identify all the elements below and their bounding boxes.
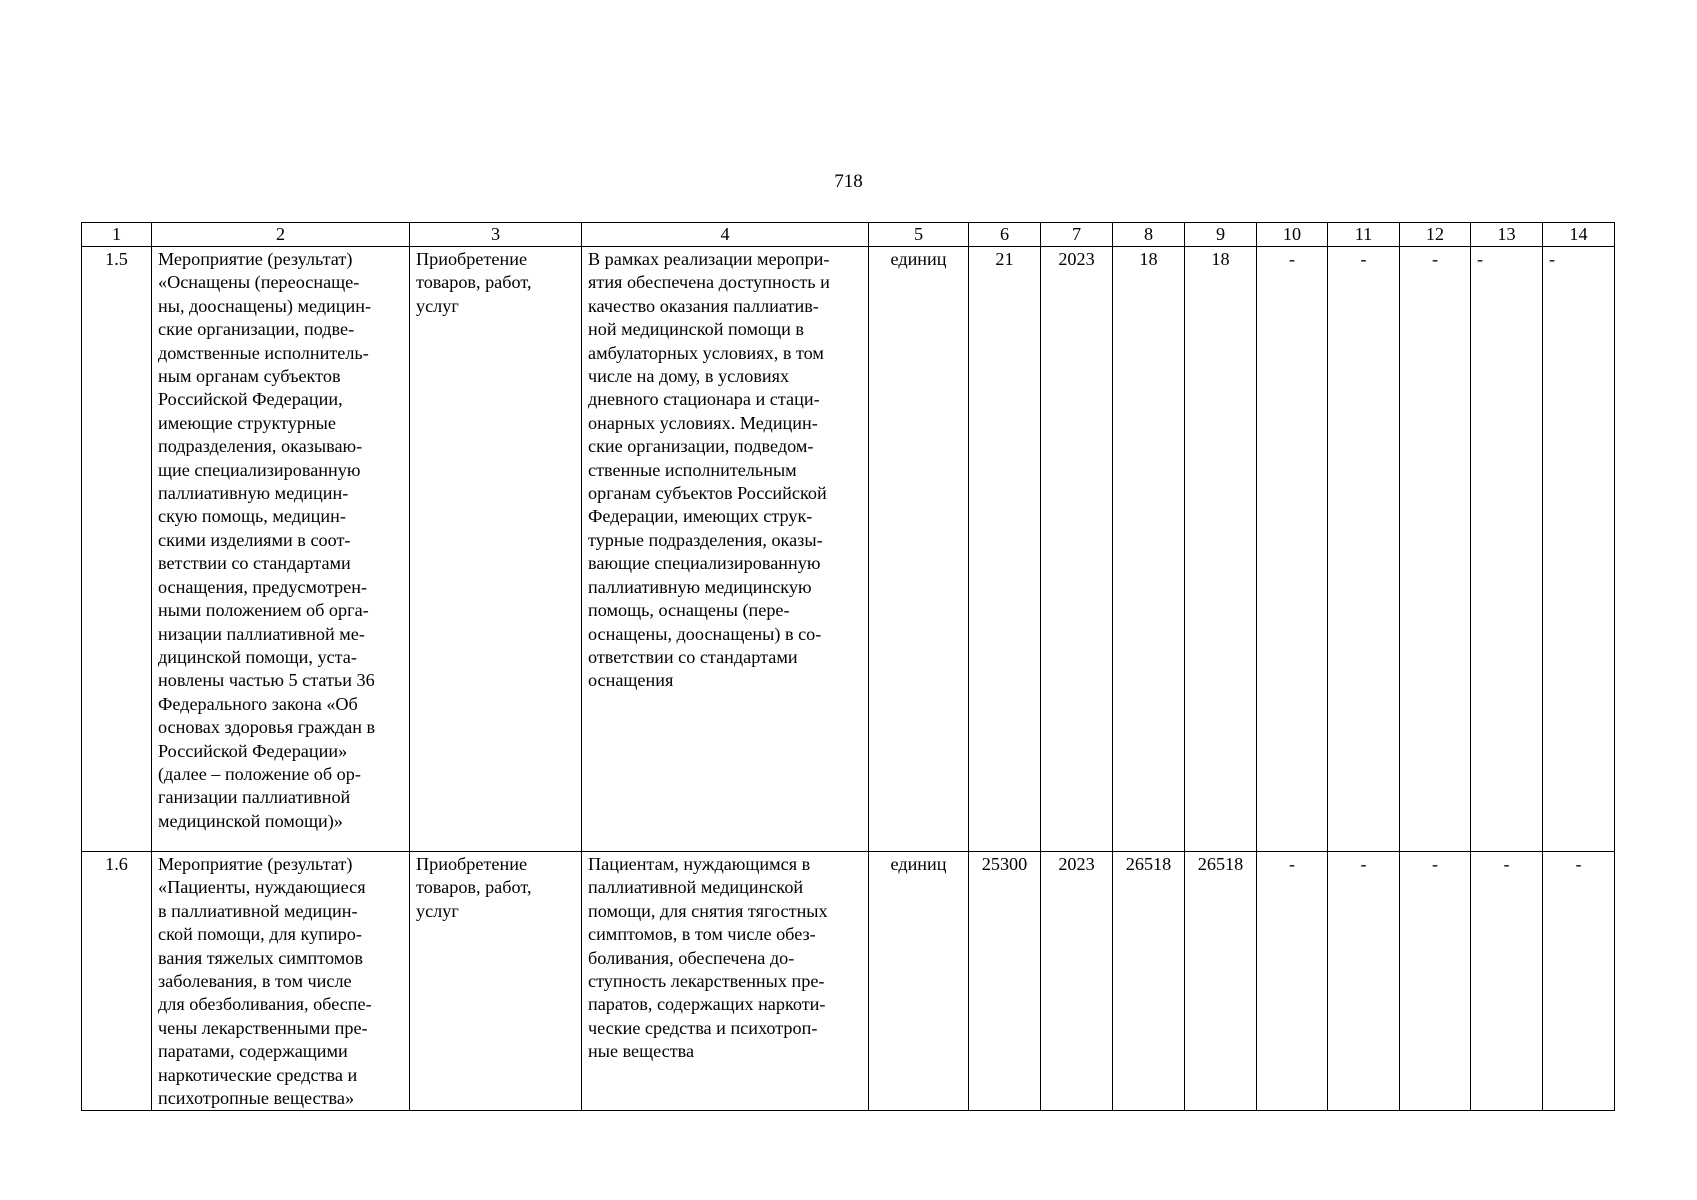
measure-description: В рамках реализации меропри- ятия обеспечена доступность и качество оказания паллиатив- ной медицинской помощи в амбулаторных условиях, в том числе на дому, в условиях дневного стационара и стаци- онарных условиях. Медицин- ские организации, подведом- ственные исполнительным органам субъектов Российской Федерации, имеющих струк- турные подразделения, оказы- вающие специализированную паллиативную медицинскую помощь, оснащены (пере- оснащены, дооснащены) в со- ответствии со стандартами оснащения	[582, 247, 869, 852]
value-cell: -	[1400, 852, 1471, 1111]
column-number: 13	[1471, 223, 1543, 247]
value-cell: -	[1471, 247, 1543, 852]
column-number-row	[82, 223, 1615, 247]
year-cell: 2023	[1041, 852, 1113, 1111]
column-number: 11	[1328, 223, 1400, 247]
measure-type: Приобретение товаров, работ, услуг	[410, 247, 582, 852]
value-cell: 25300	[969, 852, 1041, 1111]
column-number: 2	[152, 223, 410, 247]
year-cell: 2023	[1041, 247, 1113, 852]
column-number: 1	[82, 223, 152, 247]
unit: единиц	[869, 852, 969, 1111]
column-number: 10	[1257, 223, 1328, 247]
measures-table	[81, 222, 1615, 1111]
row-number: 1.5	[82, 247, 152, 852]
value-cell: -	[1328, 247, 1400, 852]
column-number: 12	[1400, 223, 1471, 247]
measure-name: Мероприятие (результат) «Оснащены (переоснаще- ны, дооснащены) медицин- ские организации, подве- домственные исполнитель- ным органам субъектов Российской Федерации, имеющие структурные подразделения, оказываю- щие специализированную паллиативную медицин- скую помощь, медицин- скими изделиями в соот- ветствии со стандартами оснащения, предусмотрен- ными положением об орга- низации паллиативной ме- дицинской помощи, уста- новлены частью 5 статьи 36 Федерального закона «Об основах здоровья граждан в Российской Федерации» (далее – положение об ор- ганизации паллиативной медицинской помощи)»	[152, 247, 410, 852]
measure-type: Приобретение товаров, работ, услуг	[410, 852, 582, 1111]
column-number: 14	[1543, 223, 1615, 247]
value-cell: -	[1257, 852, 1328, 1111]
value-cell: 26518	[1113, 852, 1185, 1111]
unit: единиц	[869, 247, 969, 852]
value-cell: 18	[1113, 247, 1185, 852]
value-cell: -	[1257, 247, 1328, 852]
row-number: 1.6	[82, 852, 152, 1111]
column-number: 5	[869, 223, 969, 247]
table-row	[82, 247, 1615, 852]
page-number: 718	[834, 171, 863, 192]
column-number: 7	[1041, 223, 1113, 247]
column-number: 6	[969, 223, 1041, 247]
column-number: 8	[1113, 223, 1185, 247]
column-number: 9	[1185, 223, 1257, 247]
measure-description: Пациентам, нуждающимся в паллиативной медицинской помощи, для снятия тягостных симптомов, в том числе обез- боливания, обеспечена до- ступность лекарственных пре- паратов, содержащих наркоти- ческие средства и психотроп- ные вещества	[582, 852, 869, 1111]
value-cell: -	[1400, 247, 1471, 852]
value-cell: -	[1328, 852, 1400, 1111]
value-cell: 18	[1185, 247, 1257, 852]
column-number: 4	[582, 223, 869, 247]
value-cell: -	[1471, 852, 1543, 1111]
value-cell: -	[1543, 247, 1615, 852]
column-number: 3	[410, 223, 582, 247]
measure-name: Мероприятие (результат) «Пациенты, нуждающиеся в паллиативной медицин- ской помощи, для купиро- вания тяжелых симптомов заболевания, в том числе для обезболивания, обеспе- чены лекарственными пре- паратами, содержащими наркотические средства и психотропные вещества»	[152, 852, 410, 1111]
value-cell: -	[1543, 852, 1615, 1111]
table-row	[82, 852, 1615, 1111]
value-cell: 21	[969, 247, 1041, 852]
value-cell: 26518	[1185, 852, 1257, 1111]
